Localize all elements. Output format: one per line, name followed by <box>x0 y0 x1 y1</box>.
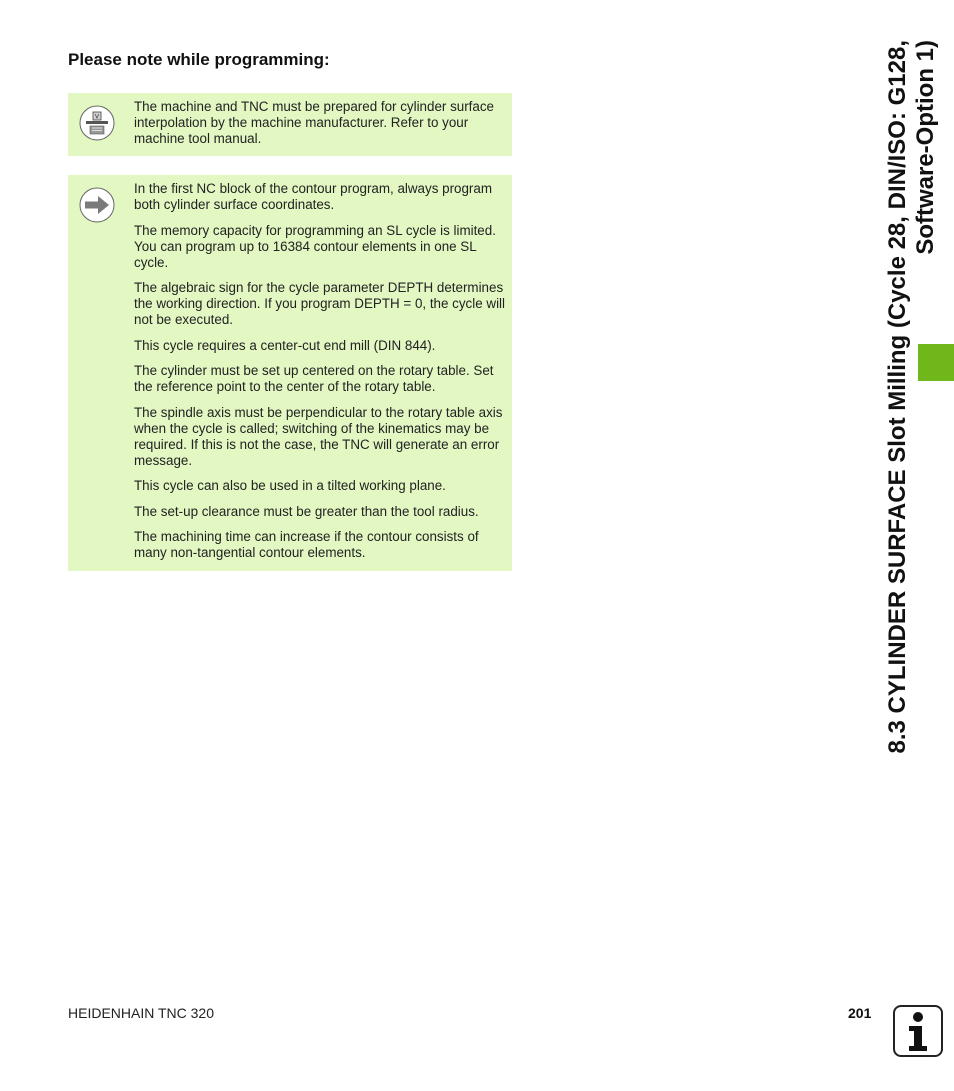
note-paragraph: The machine and TNC must be prepared for cylinder surface interpolation by the machine manufacturer. Refer to your machine tool manual. <box>134 99 494 146</box>
machine-icon <box>79 105 115 141</box>
page-number: 201 <box>848 1005 872 1021</box>
hint-paragraph: The memory capacity for programming an SL cycle is limited. You can program up to 16384 contour elements in one SL cycle. <box>134 222 496 270</box>
footer-product: HEIDENHAIN TNC 320 <box>68 1005 215 1021</box>
side-title-line-2: Software-Option 1) <box>912 40 939 255</box>
machine-note-box <box>68 93 512 156</box>
chapter-side-title <box>884 40 940 810</box>
programming-hints-box <box>68 175 512 571</box>
programming-hints-text <box>134 181 506 571</box>
hint-paragraph: The machining time can increase if the contour consists of many non-tangential contour elements. <box>134 529 479 560</box>
hint-paragraph: The set-up clearance must be greater than the tool radius. <box>134 503 479 519</box>
machine-note-text <box>134 99 506 157</box>
hint-paragraph: The spindle axis must be perpendicular to the rotary table axis when the cycle is called; switching of the kinematics may be required. If this is not the case, the TNC will generate an error message. <box>134 404 503 468</box>
hint-paragraph: This cycle can also be used in a tilted working plane. <box>134 478 446 493</box>
hint-paragraph: In the first NC block of the contour program, always program both cylinder surface coordinates. <box>134 181 492 212</box>
hint-paragraph: The algebraic sign for the cycle parameter DEPTH determines the working direction. If you program DEPTH = 0, the cycle will not be executed. <box>134 280 505 327</box>
hint-paragraph: This cycle requires a center-cut end mill (DIN 844). <box>134 337 436 353</box>
svg-text:V: V <box>94 114 100 121</box>
section-heading: Please note while programming: <box>68 50 330 69</box>
hint-paragraph: The cylinder must be set up centered on the rotary table. Set the reference point to the center of the rotary table. <box>134 363 494 394</box>
arrow-right-icon <box>79 187 115 223</box>
side-title-line-1: 8.3 CYLINDER SURFACE Slot Milling (Cycle 28, DIN/ISO: G128, <box>884 40 911 754</box>
info-icon <box>892 1004 944 1058</box>
